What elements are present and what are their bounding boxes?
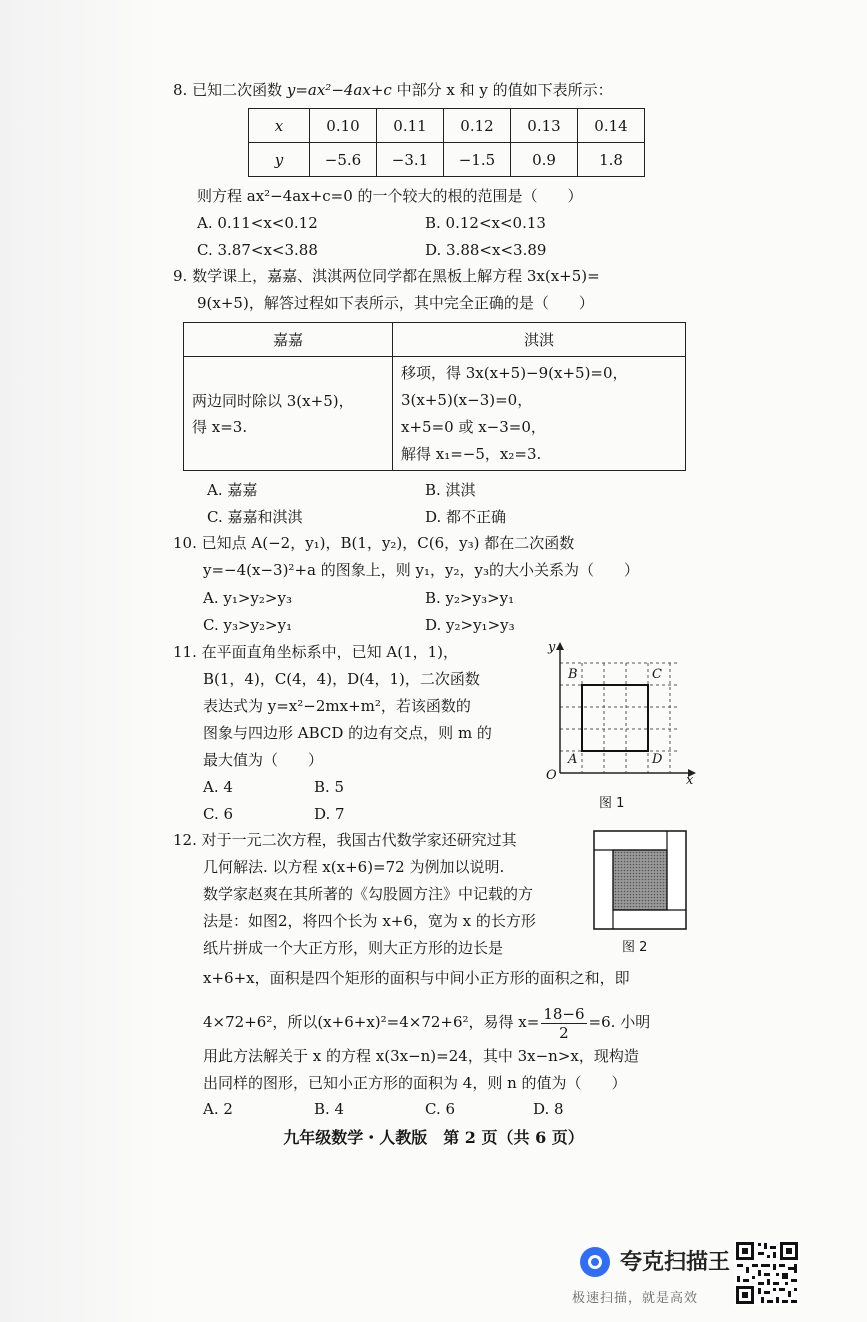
scanner-logo-icon [578, 1245, 612, 1279]
table-cell: 0.9 [511, 143, 578, 177]
table-cell: 0.10 [310, 109, 377, 143]
q11-stem-line: 11. 在平面直角坐标系中，已知 A(1，1)， [173, 643, 459, 661]
q12-formula-line: 4×72+6²，所以(x+6+x)²=4×72+6²，易得 x= $\frac{18-6}{2}$ =6. 小明 [203, 1004, 651, 1042]
q8-option-c[interactable]: C. 3.87<x<3.88 [197, 241, 318, 259]
table-cell: 0.14 [578, 109, 645, 143]
q10-option-d[interactable]: D. y₂>y₁>y₃ [425, 616, 515, 634]
table-cell: 0.13 [511, 109, 578, 143]
figure-1-origin-label: O [546, 768, 557, 783]
table-cell: −1.5 [444, 143, 511, 177]
figure-1-coordinate-grid [538, 640, 698, 800]
q8-option-a[interactable]: A. 0.11<x<0.12 [197, 214, 318, 232]
q12-option-b[interactable]: B. 4 [314, 1100, 345, 1118]
q10-stem-line1: 10. 已知点 A(−2，y₁)，B(1，y₂)，C(6，y₃) 都在二次函数 [173, 534, 575, 552]
q8-stem: 8. 已知二次函数 y=ax²−4ax+c 中部分 x 和 y 的值如下表所示： [173, 81, 613, 99]
q9-option-c[interactable]: C. 嘉嘉和淇淇 [207, 508, 303, 526]
col-header-jiajia: 嘉嘉 [184, 323, 393, 357]
scanner-brand-name: 夸克扫描王 [620, 1250, 731, 1275]
q12-stem-line: 几何解法. 以方程 x(x+6)=72 为例加以说明. [203, 858, 505, 876]
q11-option-d[interactable]: D. 7 [314, 805, 345, 823]
q12-stem-line: 纸片拼成一个大正方形，则大正方形的边长是 [203, 939, 504, 957]
qiqi-line: 解得 x₁=−5，x₂=3. [401, 444, 542, 463]
q10-option-b[interactable]: B. y₂>y₃>y₁ [425, 589, 515, 607]
qiqi-line: x+5=0 或 x−3=0， [401, 417, 546, 436]
q12-stem-line: 用此方法解关于 x 的方程 x(3x−n)=24，其中 3x−n>x，现构造 [203, 1047, 639, 1065]
q10-stem-line2: y=−4(x−3)²+a 的图象上，则 y₁，y₂，y₃的大小关系为（ ） [203, 561, 639, 579]
jiajia-line: 两边同时除以 3(x+5)， [192, 391, 354, 410]
q12-option-d[interactable]: D. 8 [533, 1100, 564, 1118]
figure-1-point-a-label: A [568, 752, 578, 767]
q12-stem-line: 12. 对于一元二次方程，我国古代数学家还研究过其 [173, 831, 517, 849]
table-cell: 1.8 [578, 143, 645, 177]
fraction: $\frac{18-6}{2}$ [543, 1004, 585, 1042]
q8-question: 则方程 ax²−4ax+c=0 的一个较大的根的范围是（ ） [197, 187, 583, 205]
qiqi-line: 3(x+5)(x−3)=0， [401, 390, 533, 409]
q11-stem-line: B(1，4)，C(4，4)，D(4，1)，二次函数 [203, 670, 480, 688]
figure-1-point-c-label: C [652, 667, 662, 682]
q9-stem-line2: 9(x+5)，解答过程如下表所示，其中完全正确的是（ ） [197, 294, 594, 312]
table-header-y: y [249, 143, 310, 177]
col-header-qiqi: 淇淇 [393, 323, 686, 357]
jiajia-line: 得 x=3. [192, 417, 248, 436]
figure-1-y-axis-label: y [548, 640, 556, 655]
table-cell: 0.11 [377, 109, 444, 143]
q8-option-b[interactable]: B. 0.12<x<0.13 [425, 214, 546, 232]
q12-stem-line: 数学家赵爽在其所著的《勾股圆方注》中记载的方 [203, 885, 534, 903]
q10-option-c[interactable]: C. y₃>y₂>y₁ [203, 616, 293, 634]
q9-stem-line1: 9. 数学课上，嘉嘉、淇淇两位同学都在黑板上解方程 3x(x+5)= [173, 267, 600, 285]
q11-option-b[interactable]: B. 5 [314, 778, 345, 796]
table-cell: −5.6 [310, 143, 377, 177]
table-header-x: x [249, 109, 310, 143]
jiajia-solution [184, 357, 393, 471]
qr-code-icon [734, 1240, 800, 1306]
q11-stem-line: 表达式为 y=x²−2mx+m²，若该函数的 [203, 697, 471, 715]
table-cell: 0.12 [444, 109, 511, 143]
figure-1-x-axis-label: x [686, 773, 694, 788]
table-cell: −3.1 [377, 143, 444, 177]
q12-option-a[interactable]: A. 2 [203, 1100, 233, 1118]
q12-option-c[interactable]: C. 6 [425, 1100, 456, 1118]
q11-stem-line: 最大值为（ ） [203, 751, 324, 769]
q12-stem-line: x+6+x，面积是四个矩形的面积与中间小正方形的面积之和，即 [203, 969, 630, 987]
q9-option-d[interactable]: D. 都不正确 [425, 508, 507, 526]
q12-stem-line: 出同样的图形，已知小正方形的面积为 4，则 n 的值为（ ） [203, 1074, 627, 1092]
figure-2-square-diagram [593, 830, 687, 930]
qiqi-solution [393, 357, 686, 471]
q11-option-a[interactable]: A. 4 [203, 778, 233, 796]
figure-1-point-b-label: B [568, 667, 578, 682]
q11-option-c[interactable]: C. 6 [203, 805, 234, 823]
page-footer: 九年级数学・人教版 第 2 页（共 6 页） [283, 1128, 584, 1147]
figure-2-caption: 图 2 [622, 940, 648, 955]
q12-stem-line: 法是：如图2，将四个长为 x+6，宽为 x 的长方形 [203, 912, 536, 930]
page-edge-shade [0, 0, 160, 1322]
q9-solution-table [183, 322, 686, 471]
q11-stem-line: 图象与四边形 ABCD 的边有交点，则 m 的 [203, 724, 492, 742]
q8-option-d[interactable]: D. 3.88<x<3.89 [425, 241, 547, 259]
scanner-slogan: 极速扫描，就是高效 [572, 1291, 699, 1306]
q10-option-a[interactable]: A. y₁>y₂>y₃ [203, 589, 292, 607]
figure-1-caption: 图 1 [599, 796, 625, 811]
q9-option-a[interactable]: A. 嘉嘉 [207, 481, 258, 499]
q8-value-table [248, 108, 645, 177]
q9-option-b[interactable]: B. 淇淇 [425, 481, 476, 499]
qiqi-line: 移项，得 3x(x+5)−9(x+5)=0， [401, 363, 628, 382]
figure-1-point-d-label: D [652, 752, 663, 767]
